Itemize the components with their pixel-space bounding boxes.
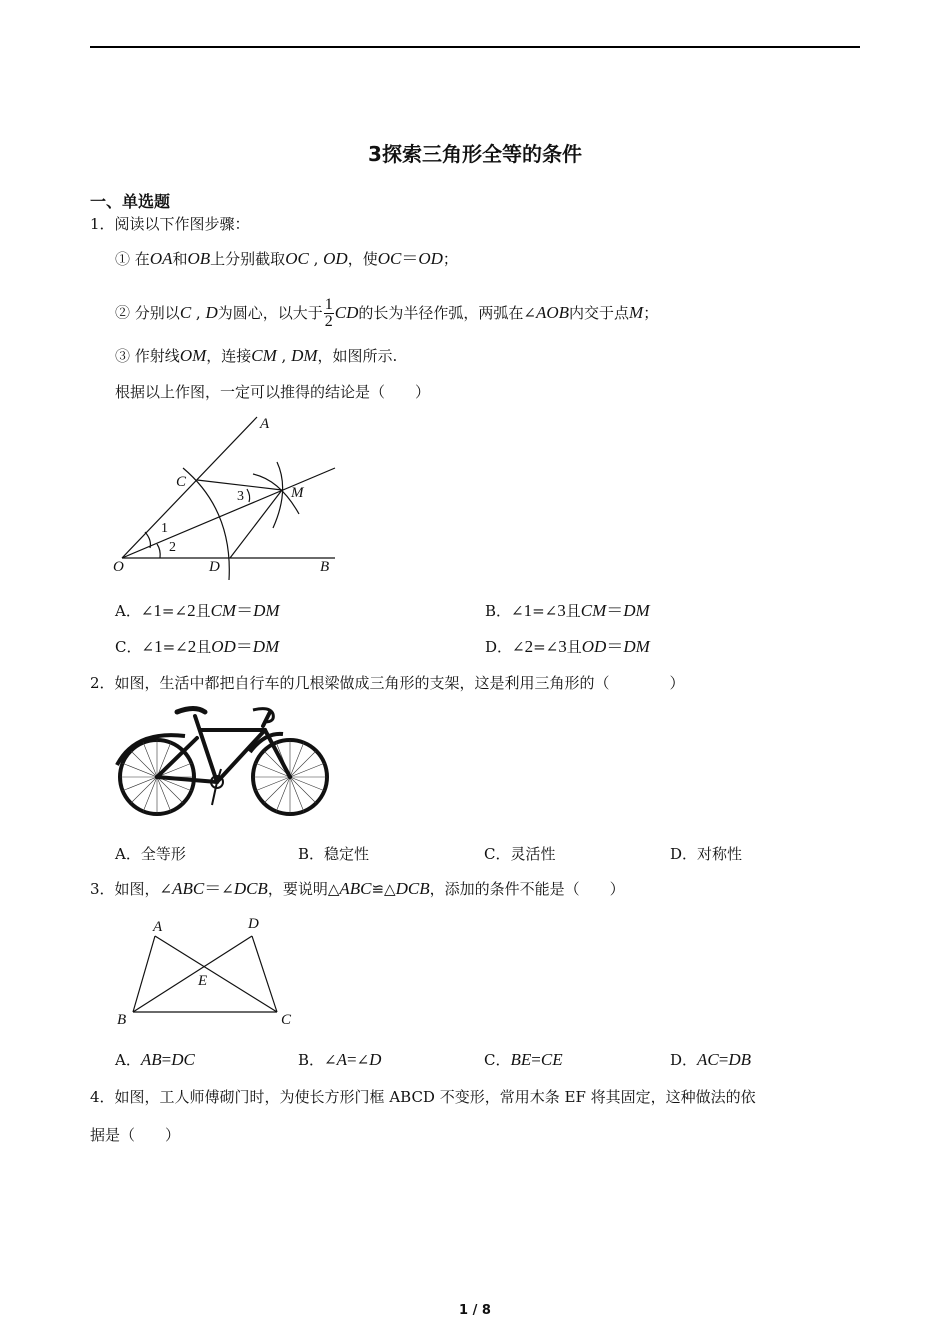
question-3-option-a[interactable]: A．AB=DC [115,1050,195,1069]
label-B: B [117,1012,127,1028]
option-label: C． [484,1051,511,1069]
label-M: M [291,485,304,501]
section-heading: 一、单选题 [90,192,171,211]
crossed-triangles-figure [105,905,305,1035]
option-label: A． [115,602,141,620]
option-text: 全等形 [140,845,186,863]
question-text: 如图，生活中都把自行车的几根梁做成三角形的支架，这是利用三角形的（ ） [114,674,685,692]
label-angle-3: 3 [237,489,244,504]
step-marker: ③ [115,347,131,365]
label-O: O [113,559,124,575]
label-A: A [260,416,270,432]
option-label: D． [670,845,698,863]
question-number: 4． [90,1088,115,1106]
label-angle-2: 2 [169,540,176,555]
question-1-stem [90,214,250,234]
label-B: B [320,559,330,575]
question-1-step-1 [115,249,458,269]
question-2-option-b[interactable] [298,844,369,864]
question-1-option-b[interactable]: B．∠1=∠3且CM＝DM [485,601,650,620]
question-4-stem-line-1 [90,1087,756,1107]
bicycle-figure [105,700,345,820]
step-text: 在OA和OB上分别截取OC , OD，使OC＝OD； [134,249,458,268]
option-label: C． [484,845,511,863]
label-D: D [209,559,220,575]
label-angle-1: 1 [161,521,168,536]
option-label: D． [670,1051,698,1069]
document-title: 3探索三角形全等的条件 [368,142,582,166]
label-C: C [176,474,187,490]
question-2-option-a[interactable] [115,844,186,864]
question-number: 3． [90,880,115,898]
step-marker: ② [115,303,131,322]
option-label: D． [485,638,513,656]
header-rule [90,46,860,48]
option-label: B． [298,1051,325,1069]
question-text: 如图，工人师傅砌门时，为使长方形门框 ABCD 不变形，常用木条 EF 将其固定，这种做法的依 [114,1088,756,1106]
fraction-one-half: $\frac{1}{2}$ [324,296,333,330]
option-label: B． [298,845,325,863]
question-3-stem: 3．如图，∠ABC＝∠DCB，要说明△ABC≌△DCB，添加的条件不能是（ ） [90,879,625,898]
question-3-option-b[interactable]: B．∠A=∠D [298,1050,382,1069]
question-1-step-2 [115,297,658,330]
question-1-step-3 [115,346,397,366]
question-1-option-d[interactable]: D．∠2=∠3且OD＝DM [485,637,650,656]
option-label: A． [115,845,141,863]
angle-bisector-figure [105,410,345,590]
step-text: 作射线OM，连接CM , DM，如图所示. [134,346,398,365]
question-2-stem [90,673,685,693]
option-label: B． [485,602,512,620]
label-D: D [248,916,259,932]
question-number: 2． [90,674,115,692]
option-text: 灵活性 [510,845,556,863]
label-E: E [198,973,208,989]
question-1-option-c[interactable]: C．∠1=∠2且OD＝DM [115,637,280,656]
option-label: C． [115,638,142,656]
question-3-option-d[interactable]: D．AC=DB [670,1050,752,1069]
question-number: 1． [90,215,115,233]
question-3-option-c[interactable]: C．BE=CE [484,1050,563,1069]
label-C: C [281,1012,292,1028]
page-indicator: 1 / 8 [459,1303,491,1318]
question-1-option-a[interactable]: A．∠1=∠2且CM＝DM [115,601,280,620]
question-2-option-c[interactable] [484,844,556,864]
question-1-prompt: 根据以上作图，一定可以推得的结论是（ ） [115,383,431,401]
option-text: 稳定性 [324,845,370,863]
step-marker: ① [115,250,131,268]
step-text: 分别以C , D为圆心，以大于 $\frac{1}{2}$ CD的长为半径作弧，两弧在∠AOB内交于点M； [134,296,659,330]
option-text: 对称性 [697,845,743,863]
question-2-option-d[interactable] [670,844,742,864]
option-label: A． [115,1051,141,1069]
label-A: A [153,919,163,935]
question-text: 阅读以下作图步骤： [114,215,250,233]
question-4-stem-line-2: 据是（ ） [90,1126,181,1144]
